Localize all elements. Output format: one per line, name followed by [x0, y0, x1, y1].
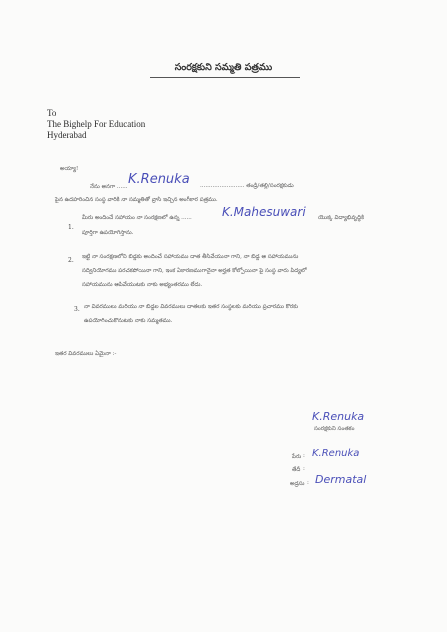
item-2-line-1: ఇట్టి నా సంరక్షణలోని బిడ్డకు అందించే సహాయము దాత తీసివేయునా గాని, నా బిడ్డ ఆ సహాయమును	[82, 254, 299, 260]
item-2-number: 2.	[68, 257, 74, 264]
item-2-line-2: సద్వినియోగము పరచకపోయినా గాని, ఇంక ఏకారణముగానైనా అర్హత కోల్పోయినా పై సంస్థ వారు పిద్యలో	[82, 268, 307, 274]
consent-form-page: సంరక్షకుని సమ్మతి పత్రము To The Bighelp For Education Hyderabad అయ్యా! నేను అనగా ...... K.Renuka ......................... తండ్రి/తల్లి/సంరక్షకుడు పైన ఉదహరించిన సంస్థ వారికి నా సమ్మతితో వ్రాసి ఇచ్చిన అంగీకార పత్రము. 1. మీరు అందించే సహాయం నా సంరక్షణలో ఉన్న ...... K.Mahesuwari యొక్క విద్యాభివృద్ధికి పూర్తిగా ఉపయోగిస్తాను. 2. ఇట్టి నా సంరక్షణలోని బిడ్డకు అందించే సహాయము దాత తీసివేయునా గాని, నా బిడ్డ ఆ సహాయమును సద్వినియోగము పరచకపోయినా గాని, ఇంక ఏకారణముగానైనా అర్హత కోల్పోయినా పై సంస్థ వారు పిద్యలో సహాయమును ఆపివేయుటకు నాకు అభ్యంతరము లేదు. 3. నా వివరములు మరియు నా బిడ్డల వివరములు దాతలకు ఇతర సంస్థలకు మరియు ప్రచారము కొరకు ఉపయోగించుకొనుటకు నాకు సమ్మతము. ఇతర వివరములు ఏమైనా :- K.Renuka సంరక్షకుని సంతకం పేరు : K.Renuka తేదీ : అడ్రసు : Dermatal	[0, 0, 447, 632]
item-1-line-2: పూర్తిగా ఉపయోగిస్తాను.	[82, 230, 134, 236]
item-3-number: 3.	[74, 306, 80, 313]
signature-caption: సంరక్షకుని సంతకం	[314, 426, 355, 432]
other-details-label: ఇతర వివరములు ఏమైనా :-	[55, 351, 117, 357]
item-1-prefix: మీరు అందించే సహాయం నా సంరక్షణలో ఉన్న ......	[82, 215, 192, 221]
intro-prefix: నేను అనగా ......	[90, 184, 128, 190]
date-label: తేదీ	[292, 467, 301, 473]
item-2-line-3: సహాయమును ఆపివేయుటకు నాకు అభ్యంతరము లేదు.	[82, 282, 203, 288]
address-city: Hyderabad	[47, 130, 87, 140]
address-value-handwritten: Dermatal	[315, 473, 367, 486]
child-name-handwritten: K.Mahesuwari	[222, 205, 306, 219]
intro-suffix: ......................... తండ్రి/తల్లి/సంరక్షకుడు	[200, 183, 294, 189]
salutation: అయ్యా!	[60, 166, 79, 172]
item-3-line-1: నా వివరములు మరియు నా బిడ్డల వివరములు దాతలకు ఇతర సంస్థలకు మరియు ప్రచారము కొరకు	[84, 304, 298, 310]
address-label: అడ్రసు	[290, 481, 305, 487]
intro-line-2: పైన ఉదహరించిన సంస్థ వారికి నా సమ్మతితో వ్రాసి ఇచ్చిన అంగీకార పత్రము.	[55, 197, 218, 203]
name-label: పేరు	[292, 454, 302, 460]
title-underline	[150, 77, 300, 78]
item-3-line-2: ఉపయోగించుకొనుటకు నాకు సమ్మతము.	[84, 318, 173, 324]
item-1-number: 1.	[68, 224, 74, 231]
item-1-suffix: యొక్క విద్యాభివృద్ధికి	[318, 215, 365, 221]
form-title: సంరక్షకుని సమ్మతి పత్రము	[174, 62, 273, 73]
guardian-name-handwritten: K.Renuka	[128, 172, 190, 187]
address-to: To	[47, 108, 57, 118]
guardian-signature: K.Renuka	[312, 410, 365, 423]
name-value-handwritten: K.Renuka	[312, 448, 360, 459]
address-org: The Bighelp For Education	[47, 119, 146, 129]
